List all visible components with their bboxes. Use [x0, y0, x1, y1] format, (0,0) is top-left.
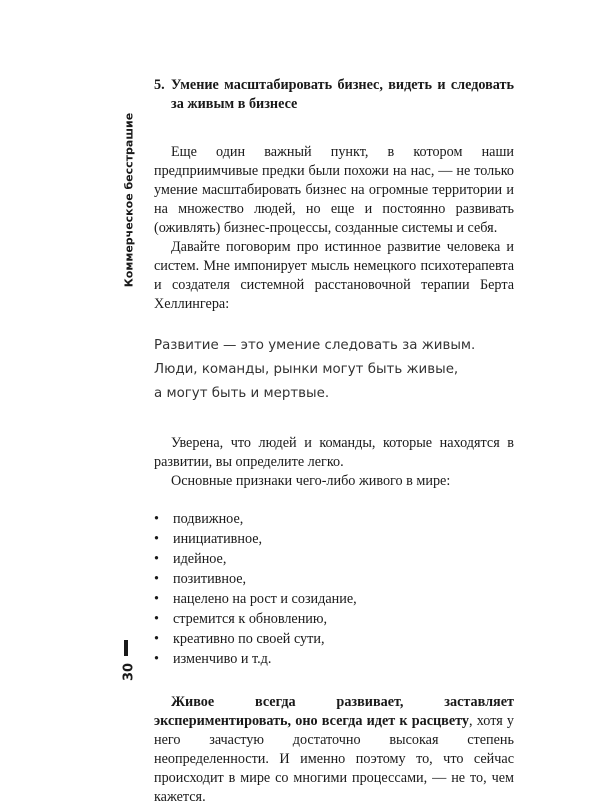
list-item	[154, 589, 514, 609]
page-content	[154, 76, 514, 807]
list-item	[154, 569, 514, 589]
list-item-text: креативно по своей сути,	[173, 631, 325, 647]
section-heading	[154, 76, 514, 114]
emphasis-text: Живое всегда развивает, заставляет экспериментировать, оно всегда идет к расцвету	[154, 694, 514, 729]
list-item-text: позитивное,	[173, 571, 247, 587]
list-item-text: изменчиво и т.д.	[173, 651, 272, 667]
bullet: •	[154, 531, 159, 547]
bullet: •	[154, 511, 159, 527]
bullet: •	[154, 571, 159, 587]
list-item	[154, 629, 514, 649]
list-item-text: инициативное,	[173, 531, 263, 547]
list-item	[154, 649, 514, 669]
paragraph-4: Основные признаки чего-либо живого в мире:	[171, 473, 451, 489]
running-title: Коммерческое бесстрашие	[122, 112, 136, 288]
list-item	[154, 509, 514, 529]
list-item	[154, 529, 514, 549]
list-item	[154, 549, 514, 569]
list-item-text: стремится к обновлению,	[173, 611, 328, 627]
bullet: •	[154, 651, 159, 667]
bullet: •	[154, 611, 159, 627]
hellinger-quote	[154, 334, 514, 406]
bullet: •	[154, 631, 159, 647]
quote-line-2: Люди, команды, рынки могут быть живые,	[154, 362, 459, 377]
quote-line-1: Развитие — это умение следовать за живым.	[154, 338, 476, 353]
list-item-text: нацелено на рост и созидание,	[173, 591, 357, 607]
page-number-bar	[124, 640, 128, 656]
signs-of-living-list	[154, 509, 514, 669]
paragraph-final	[154, 693, 514, 807]
list-item-text: идейное,	[173, 551, 227, 567]
section-number: 5.	[154, 77, 165, 93]
paragraph-1: Еще один важный пункт, в котором наши предприимчивые предки были похожи на нас, — не только умение масштабировать бизнес на огромные территории и на множество людей, но еще и постоянно развивать (оживлять) бизнес-процессы, созданные системы и себя.	[154, 144, 514, 236]
list-item	[154, 609, 514, 629]
page-number: 30	[121, 662, 137, 682]
bullet: •	[154, 591, 159, 607]
paragraph-3: Уверена, что людей и команды, которые находятся в развитии, вы определите легко.	[154, 435, 514, 470]
section-title: Умение масштабировать бизнес, видеть и следовать за живым в бизнесе	[171, 77, 514, 112]
bullet: •	[154, 551, 159, 567]
paragraph-final-rest: , хотя у него зачастую достаточно высокая степень неопределенности. И именно поэтому то, что сейчас происходит в мире со многими процессами, — не то, чем кажется.	[154, 713, 514, 805]
list-item-text: подвижное,	[173, 511, 244, 527]
paragraph-2: Давайте поговорим про истинное развитие человека и систем. Мне импонирует мысль немецкого психотерапевта и создателя системной расстановочной терапии Берта Хеллингера:	[154, 239, 514, 312]
quote-line-3: а могут быть и мертвые.	[154, 386, 330, 401]
